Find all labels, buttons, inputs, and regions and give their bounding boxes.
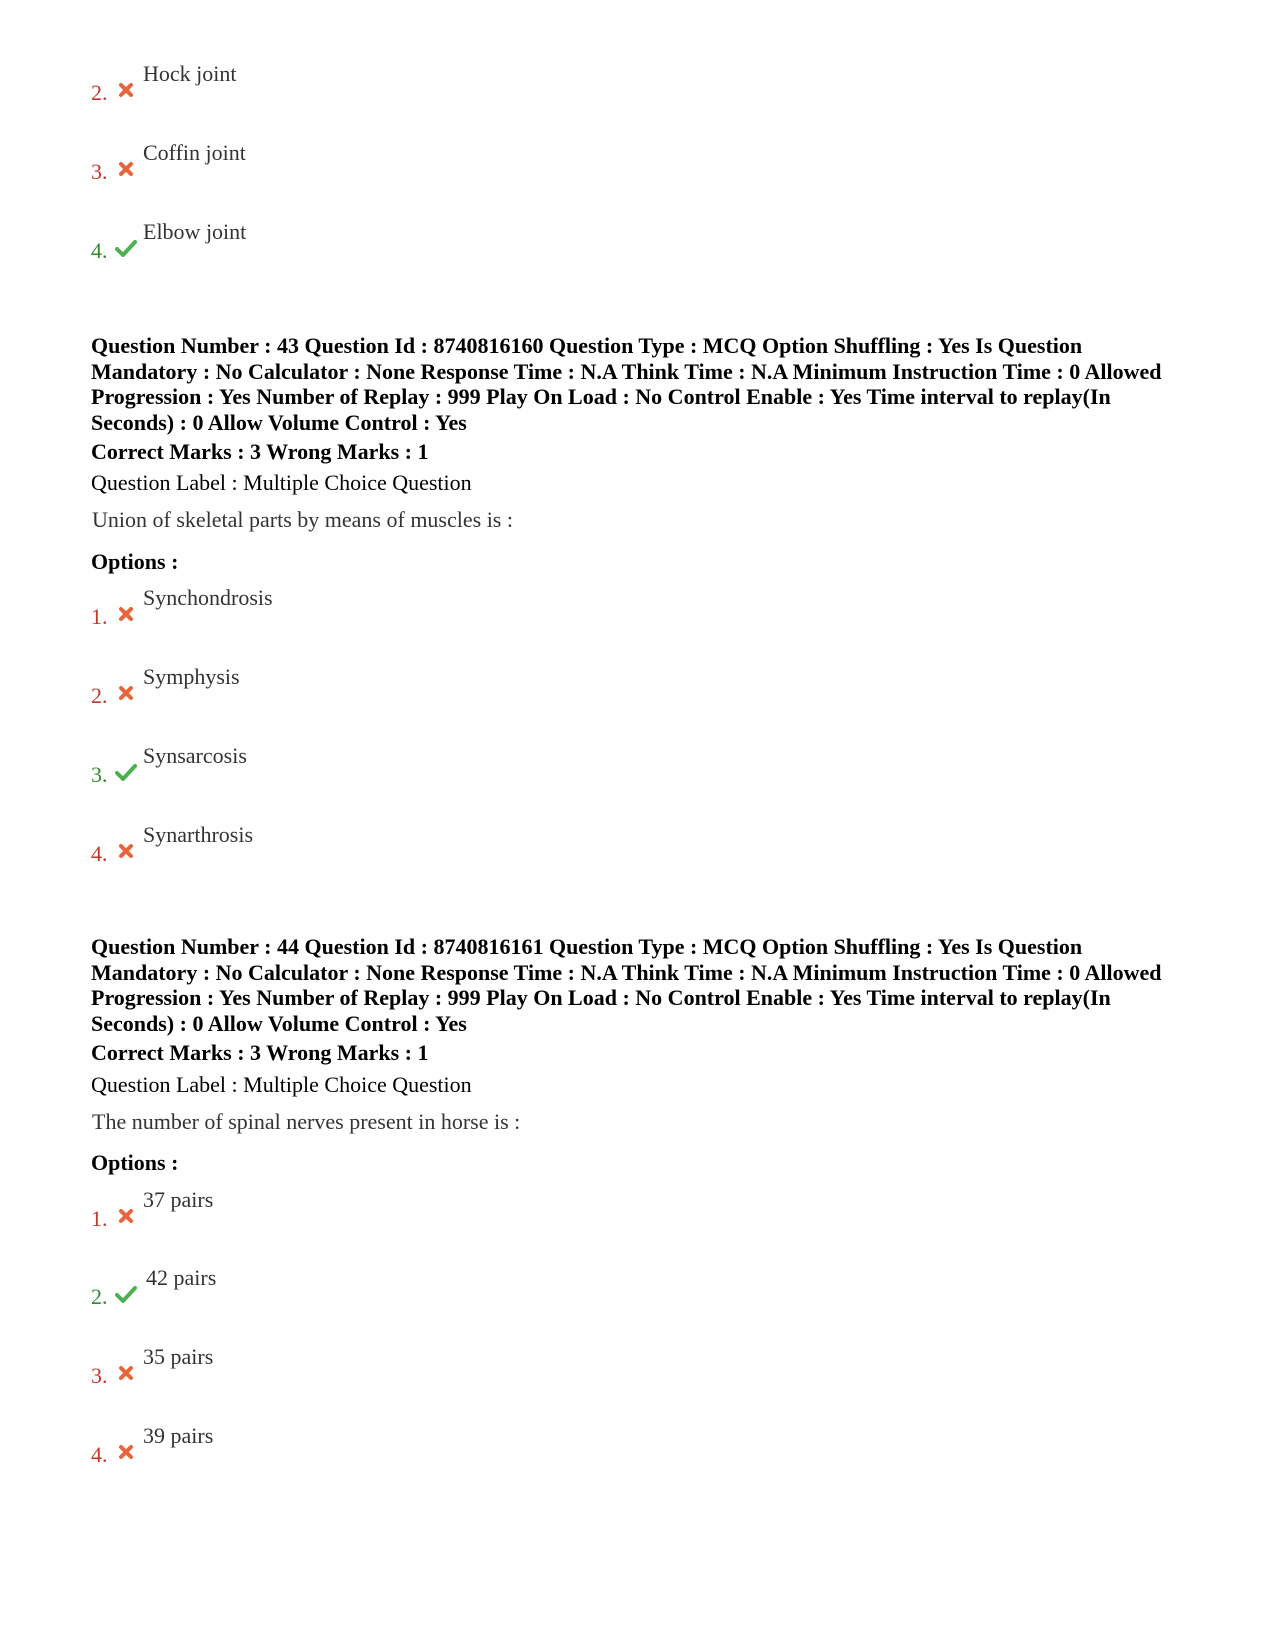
question-header: Question Number : 44 Question Id : 8740816161 Question Type : MCQ Option Shuffling : Yes Is Question Mandatory : No Calculator : None Response Time : N.A Think Time : N.A Minimum Instruction Time : 0 Allowed Progression : Yes Number of Replay : 999 Play On Load : No Control Enable : Yes Time interval to replay(In Seconds) : 0 Allow Volume Control : Yes bbox=[91, 934, 1162, 1036]
check-icon bbox=[115, 762, 137, 782]
option-number: 1. bbox=[91, 604, 108, 629]
option-number: 3. bbox=[91, 1363, 108, 1388]
option-text: Synarthrosis bbox=[143, 822, 253, 847]
option-number: 3. bbox=[91, 159, 108, 184]
question-stem: Union of skeletal parts by means of muscles is : bbox=[92, 507, 513, 532]
option-number: 1. bbox=[91, 1206, 108, 1231]
option-number: 2. bbox=[91, 1284, 108, 1309]
question-label: Question Label : Multiple Choice Question bbox=[91, 470, 472, 495]
option-text: Synchondrosis bbox=[143, 585, 273, 610]
options-heading: Options : bbox=[91, 549, 179, 574]
cross-icon bbox=[115, 1206, 137, 1226]
option-text: Coffin joint bbox=[143, 140, 246, 165]
check-icon bbox=[115, 238, 137, 258]
cross-icon bbox=[115, 683, 137, 703]
cross-icon bbox=[115, 80, 137, 100]
cross-icon bbox=[115, 1363, 137, 1383]
cross-icon bbox=[115, 841, 137, 861]
question-header: Question Number : 43 Question Id : 8740816160 Question Type : MCQ Option Shuffling : Yes Is Question Mandatory : No Calculator : None Response Time : N.A Think Time : N.A Minimum Instruction Time : 0 Allowed Progression : Yes Number of Replay : 999 Play On Load : No Control Enable : Yes Time interval to replay(In Seconds) : 0 Allow Volume Control : Yes bbox=[91, 333, 1162, 435]
option-text: Elbow joint bbox=[143, 219, 247, 244]
option-number: 4. bbox=[91, 1442, 108, 1467]
option-text: 35 pairs bbox=[143, 1344, 214, 1369]
option-number: 2. bbox=[91, 80, 108, 105]
options-heading: Options : bbox=[91, 1150, 179, 1175]
question-marks: Correct Marks : 3 Wrong Marks : 1 bbox=[91, 439, 429, 464]
question-label: Question Label : Multiple Choice Question bbox=[91, 1072, 472, 1097]
option-text: Synsarcosis bbox=[143, 743, 247, 768]
option-text: 37 pairs bbox=[143, 1187, 214, 1212]
option-number: 2. bbox=[91, 683, 108, 708]
cross-icon bbox=[115, 604, 137, 624]
cross-icon bbox=[115, 159, 137, 179]
option-text: 42 pairs bbox=[146, 1265, 217, 1290]
option-number: 3. bbox=[91, 762, 108, 787]
option-text: 39 pairs bbox=[143, 1423, 214, 1448]
check-icon bbox=[115, 1284, 137, 1304]
option-number: 4. bbox=[91, 841, 108, 866]
option-text: Hock joint bbox=[143, 61, 237, 86]
question-marks: Correct Marks : 3 Wrong Marks : 1 bbox=[91, 1040, 429, 1065]
question-stem: The number of spinal nerves present in horse is : bbox=[92, 1109, 521, 1134]
cross-icon bbox=[115, 1442, 137, 1462]
option-text: Symphysis bbox=[143, 664, 240, 689]
option-number: 4. bbox=[91, 238, 108, 263]
